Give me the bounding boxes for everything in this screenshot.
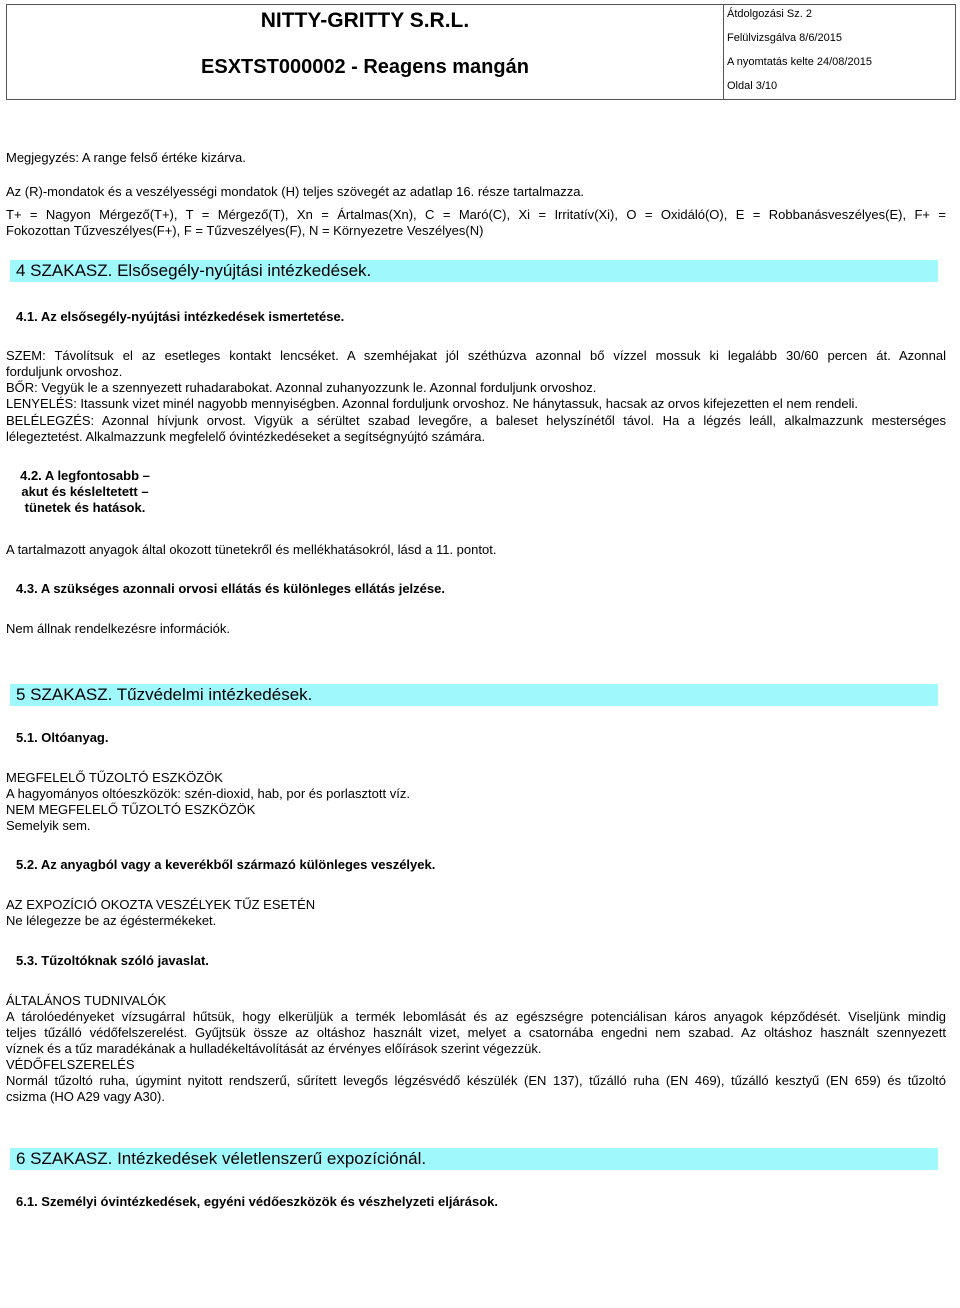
first-aid-inhalation-line1: BELÉLEGZÉS: Azonnal hívjunk orvost. Vigyük a sérültet szabad levegőre, a baleset helyszínétől távol. Ha a légzés leáll, alkalmazzunk mesterséges — [6, 413, 946, 428]
section-6-1-title: 6.1. Személyi óvintézkedések, egyéni védőeszközök és vészhelyzeti eljárások. — [16, 1194, 498, 1209]
section-4-2-title-line2: akut és késleltetett – — [21, 484, 149, 499]
product-name: ESXTST000002 - Reagens mangán — [201, 56, 529, 78]
section-5-1-title: 5.1. Oltóanyag. — [16, 730, 109, 745]
document-header — [6, 4, 956, 100]
full-text-note: Az (R)-mondatok és a veszélyességi mondatok (H) teljes szövegét az adatlap 16. része tartalmazza. — [6, 184, 585, 199]
first-aid-eye-line2: forduljunk orvoshoz. — [6, 364, 123, 379]
section-5-title: 5 SZAKASZ. Tűzvédelmi intézkedések. — [16, 685, 313, 704]
protective-equipment-line1: Normál tűzoltó ruha, úgymint nyitott rendszerű, sűrített levegős légzésvédő készülék (EN 137), tűzálló ruha (EN 469), tűzálló kesztyű (EN 659) és tűzoltó — [6, 1073, 946, 1088]
section-5-2-title: 5.2. Az anyagból vagy a keverékből származó különleges veszélyek. — [16, 857, 436, 872]
section-5-3-title: 5.3. Tűzoltóknak szóló javaslat. — [16, 953, 209, 968]
fire-hazard-text: Ne lélegezze be az égéstermékeket. — [6, 913, 217, 928]
fire-hazard-heading: AZ EXPOZÍCIÓ OKOZTA VESZÉLYEK TŰZ ESETÉN — [6, 897, 316, 912]
first-aid-skin: BŐR: Vegyük le a szennyezett ruhadarabokat. Azonnal zuhanyozzunk le. Azonnal forduljunk orvoshoz. — [6, 380, 597, 395]
suitable-media-text: A hagyományos oltóeszközök: szén-dioxid, hab, por és porlasztott víz. — [6, 786, 410, 801]
header-meta-cell — [727, 5, 953, 99]
section-4-2-title-line3: tünetek és hatások. — [24, 500, 146, 515]
range-note: Megjegyzés: A range felső értéke kizárva. — [6, 150, 246, 165]
protective-equipment-heading: VÉDŐFELSZERELÉS — [6, 1057, 135, 1072]
protective-equipment-line2: csizma (HO A29 vagy A30). — [6, 1089, 165, 1104]
section-4-1-title: 4.1. Az elsősegély-nyújtási intézkedések ismertetése. — [16, 309, 345, 324]
section-4-2-title-line1: 4.2. A legfontosabb – — [20, 468, 150, 483]
section-4-3-text: Nem állnak rendelkezésre információk. — [6, 621, 230, 636]
section-4-title: 4 SZAKASZ. Elsősegély-nyújtási intézkedések. — [16, 261, 372, 280]
section-4-2-text: A tartalmazott anyagok által okozott tünetekről és mellékhatásokról, lásd a 11. pontot. — [6, 542, 497, 557]
section-4-3-title: 4.3. A szükséges azonnali orvosi ellátás és különleges ellátás jelzése. — [16, 581, 445, 596]
first-aid-inhalation-line2: lélegeztetést. Alkalmazzunk megfelelő óvintézkedéseket a segítségnyújtó számára. — [6, 429, 486, 444]
header-title-cell — [7, 5, 724, 99]
first-aid-eye-line1: SZEM: Távolítsuk el az esetleges kontakt lencséket. A szemhéjakat jól széthúzva azonnal bő vízzel mossuk ki legalább 30/60 percen át. Azonnal — [6, 348, 946, 363]
symbols-legend-line2: Fokozottan Tűzveszélyes(F+), F = Tűzveszélyes(F), N = Környezetre Veszélyes(N) — [6, 223, 484, 238]
company-name: NITTY-GRITTY S.R.L. — [260, 9, 470, 32]
first-aid-ingestion: LENYELÉS: Itassunk vizet minél nagyobb mennyiségben. Azonnal forduljunk orvoshoz. Ne hánytassuk, hacsak az orvos kifejezetten el nem rendeli. — [6, 396, 858, 411]
unsuitable-media-heading: NEM MEGFELELŐ TŰZOLTÓ ESZKÖZÖK — [6, 802, 256, 817]
document-page — [6, 4, 956, 1302]
page-number: Oldal 3/10 — [727, 80, 778, 92]
general-info-line1: A tárolóedényeket vízsugárral hűtsük, hogy elkerüljük a termék lebomlását és az egészségre potenciálisan káros anyagok képződését. Viseljünk mindig — [6, 1009, 946, 1024]
suitable-media-heading: MEGFELELŐ TŰZOLTÓ ESZKÖZÖK — [6, 770, 223, 785]
revision-number: Átdolgozási Sz. 2 — [727, 8, 812, 20]
print-date: A nyomtatás kelte 24/08/2015 — [727, 56, 872, 68]
general-info-heading: ÁLTALÁNOS TUDNIVALÓK — [6, 993, 167, 1008]
section-6-title: 6 SZAKASZ. Intézkedések véletlenszerű expozíciónál. — [16, 1149, 427, 1168]
general-info-line2: teljes tűzálló védőfelszerelést. Gyűjtsük össze az oltáshoz használt vizet, melyet a csatornába engedni nem szabad. Az oltáshoz használt szennyezett — [6, 1025, 946, 1040]
section-4-2-title — [10, 468, 160, 516]
general-info-line3: víznek és a tűz maradékának a hulladékeltávolítását az érvényes előírások szerint végezzük. — [6, 1041, 542, 1056]
symbols-legend-line1: T+ = Nagyon Mérgező(T+), T = Mérgező(T), Xn = Ártalmas(Xn), C = Maró(C), Xi = Irritatív(Xi), O = Oxidáló(O), E = Robbanásveszélyes(E), F+ = — [6, 207, 946, 222]
unsuitable-media-text: Semelyik sem. — [6, 818, 91, 833]
review-date: Felülvizsgálva 8/6/2015 — [727, 32, 842, 44]
